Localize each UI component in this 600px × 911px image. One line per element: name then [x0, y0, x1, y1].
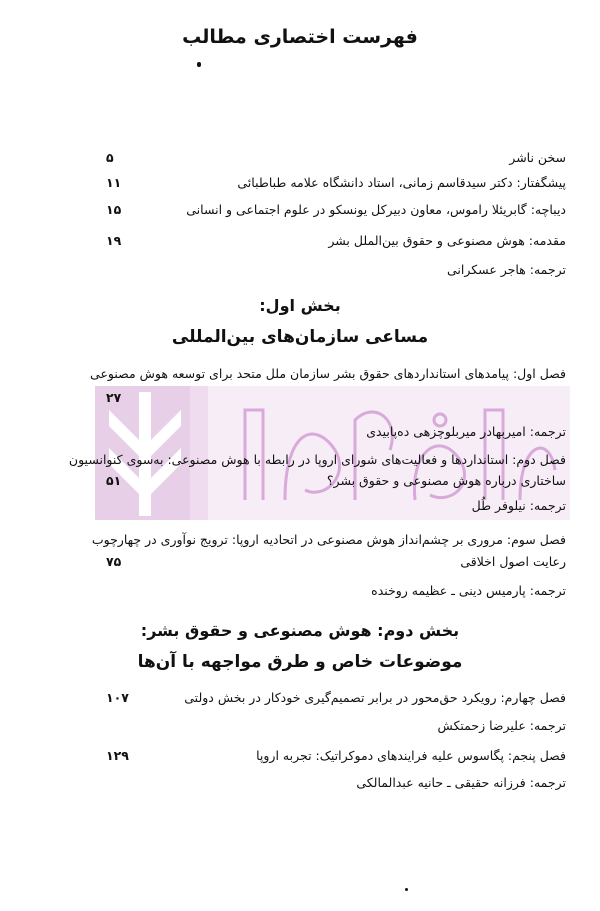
page-number: ۵۱ [106, 473, 122, 488]
entry-title: فصل سوم: مروری بر چشم‌انداز هوش مصنوعی در اتحادیه اروپا: ترویج نوآوری در چهارچوب [91, 532, 566, 547]
entry-title: پیشگفتار: دکتر سیدقاسم زمانی، استاد دانشگاه علامه طباطبائی [237, 175, 566, 190]
translator: ترجمه: نیلوفر طُل [471, 498, 566, 513]
page-number: ۵ [106, 150, 114, 165]
translator: ترجمه: فرزانه حقیقی ـ حانیه عبدالمالکی [356, 775, 566, 790]
entry-title: فصل پنجم: پگاسوس علیه فرایندهای دموکراتیک: تجربه اروپا [256, 748, 566, 763]
part1-label: بخش اول: [259, 296, 341, 315]
part2-label: بخش دوم: هوش مصنوعی و حقوق بشر: [140, 621, 460, 640]
translator: ترجمه: امیربهادر میربلوچزهی ده‌پابیدی [366, 424, 566, 439]
translator: ترجمه: هاجر عسکرانی [447, 262, 566, 277]
entry-title: مقدمه: هوش مصنوعی و حقوق بین‌الملل بشر [328, 233, 566, 248]
entry-title: دیباچه: گابریئلا راموس، معاون دبیرکل یونسکو در علوم اجتماعی و انسانی [186, 202, 566, 217]
translator: ترجمه: پارمیس دینی ـ عظیمه روخنده [371, 583, 566, 598]
page-number: ۱۹ [106, 233, 122, 248]
entry-title-cont: رعایت اصول اخلاقی [460, 554, 566, 569]
entry-title: فصل دوم: استانداردها و فعالیت‌های شورای اروپا در رابطه با هوش مصنوعی: به‌سوی کنوانسیون [68, 452, 566, 467]
entry-title: سخن ناشر [509, 150, 566, 165]
stray-mark [405, 888, 408, 891]
page-number: ۱۰۷ [106, 690, 129, 705]
entry-title: فصل چهارم: رویکرد حق‌محور در برابر تصمیم‌گیری خودکار در بخش دولتی [184, 690, 566, 705]
page-number: ۷۵ [106, 554, 122, 569]
part2-title: موضوعات خاص و طرق مواجهه با آن‌ها [137, 652, 463, 672]
page-number: ۱۲۹ [106, 748, 129, 763]
page-title: فهرست اختصاری مطالب [182, 26, 418, 48]
entry-title: فصل اول: پیامدهای استانداردهای حقوق بشر سازمان ملل متحد برای توسعه هوش مصنوعی [90, 366, 566, 381]
page-number: ۱۵ [106, 202, 122, 217]
part1-title: مساعی سازمان‌های بین‌المللی [171, 327, 429, 347]
stray-mark [197, 62, 201, 67]
page-number: ۲۷ [106, 390, 122, 405]
translator: ترجمه: علیرضا زحمتکش [437, 718, 566, 733]
entry-title-cont: ساختاری درباره هوش مصنوعی و حقوق بشر؟ [326, 473, 566, 488]
page-number: ۱۱ [106, 175, 122, 190]
